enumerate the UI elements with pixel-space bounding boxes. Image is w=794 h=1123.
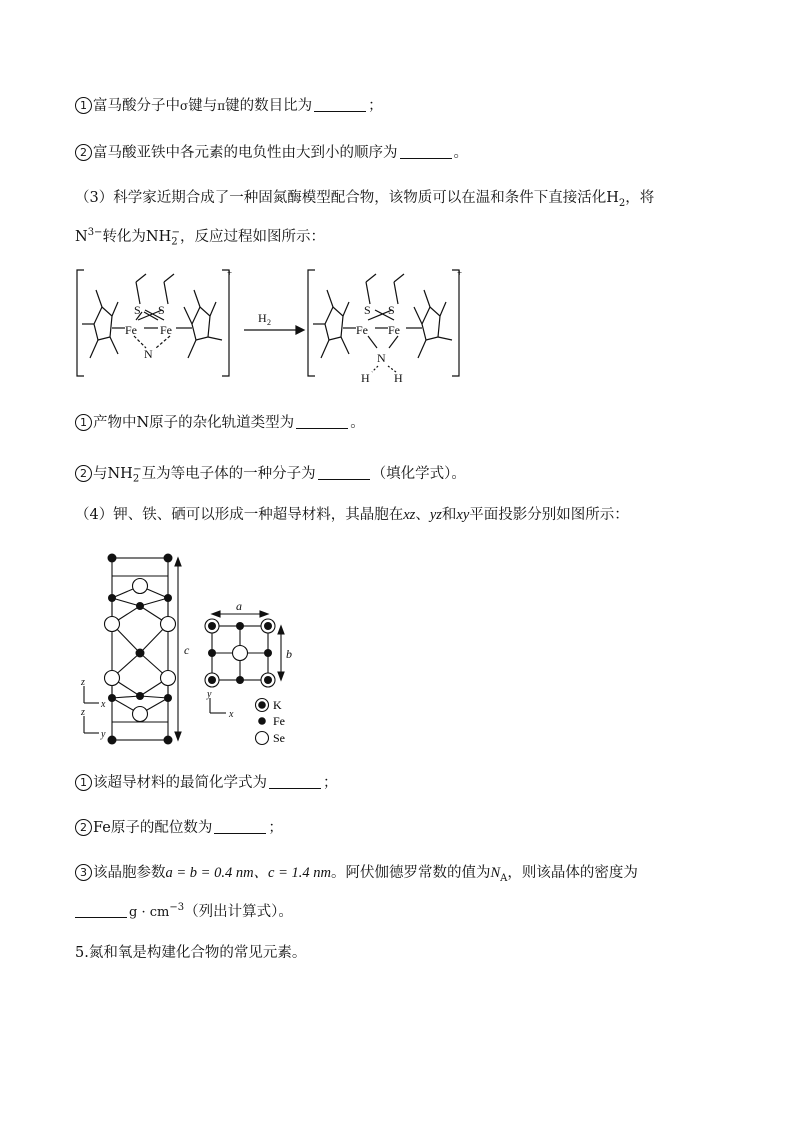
- svg-text:z: z: [81, 707, 85, 718]
- circled-number: 1: [75, 414, 92, 431]
- charge-sign: +: [457, 268, 463, 278]
- svg-text:N: N: [144, 347, 153, 361]
- svg-text:S: S: [364, 303, 371, 317]
- svg-text:Fe: Fe: [125, 323, 137, 337]
- svg-text:Fe: Fe: [160, 323, 172, 337]
- circled-number: 1: [75, 774, 92, 791]
- q5-heading: 5.氮和氧是构建化合物的常见元素。: [75, 945, 307, 961]
- svg-text:S: S: [134, 303, 141, 317]
- q4-intro: （4）钾、铁、硒可以形成一种超导材料，其晶胞在xz、yz和xy平面投影分别如图所示：: [75, 507, 629, 523]
- answer-blank[interactable]: [296, 414, 348, 429]
- svg-text:y: y: [101, 729, 106, 740]
- svg-text:S: S: [388, 303, 395, 317]
- svg-text:a: a: [236, 599, 242, 613]
- circled-number: 2: [75, 465, 92, 482]
- q4-item3: 3 该晶胞参数a = b = 0.4 nm、c = 1.4 nm。阿伏伽德罗常数的值为$N_A$，则该晶体的密度为: [75, 863, 638, 889]
- svg-text:N: N: [377, 351, 386, 365]
- svg-text:c: c: [184, 643, 190, 657]
- charge-sign: +: [227, 268, 233, 278]
- answer-blank[interactable]: [314, 97, 366, 112]
- answer-blank[interactable]: [269, 774, 321, 789]
- q2-item1: 1 富马酸分子中σ键与π键的数目比为 ；: [75, 96, 383, 116]
- q3-intro-line2: $N^{3-}$转化为$NH_2^-$，反应过程如图所示：: [75, 227, 326, 248]
- q2-item2: 2 富马酸亚铁中各元素的电负性由大到小的顺序为 。: [75, 143, 468, 163]
- svg-text:Fe: Fe: [356, 323, 368, 337]
- q3-item2: 2 与$NH_2^-$互为等电子体的一种分子为 （填化学式）。: [75, 460, 466, 490]
- answer-blank[interactable]: [400, 144, 452, 159]
- answer-blank[interactable]: [75, 903, 127, 918]
- q4-item3-cont: $g \cdot cm^{-3}$（列出计算式）。: [75, 898, 293, 923]
- circled-number: 2: [75, 819, 92, 836]
- answer-blank[interactable]: [318, 465, 370, 480]
- crystal-projection-figure: [74, 548, 304, 748]
- circled-number: 2: [75, 144, 92, 161]
- q4-item2: 2 Fe原子的配位数为 ；: [75, 818, 283, 838]
- answer-blank[interactable]: [214, 819, 266, 834]
- svg-text:x: x: [101, 699, 106, 710]
- legend-Fe: Fe: [273, 714, 285, 728]
- svg-text:x: x: [229, 709, 234, 720]
- svg-text:Fe: Fe: [388, 323, 400, 337]
- circled-number: 3: [75, 864, 92, 881]
- reaction-scheme: [72, 262, 472, 384]
- svg-text:H: H: [394, 371, 403, 384]
- svg-text:2: 2: [267, 318, 271, 327]
- legend-Se: Se: [273, 731, 285, 745]
- circled-number: 1: [75, 97, 92, 114]
- svg-text:y: y: [207, 689, 212, 700]
- svg-text:z: z: [81, 677, 85, 688]
- svg-text:S: S: [158, 303, 165, 317]
- legend: [256, 698, 286, 745]
- q3-intro-line1: （3）科学家近期合成了一种固氮酶模型配合物，该物质可以在温和条件下直接活化$H_2$，将: [75, 190, 655, 209]
- reagent-label: H: [258, 311, 267, 325]
- legend-K: K: [273, 698, 282, 712]
- svg-text:H: H: [361, 371, 370, 384]
- svg-text:b: b: [286, 647, 292, 661]
- q4-item1: 1 该超导材料的最简化学式为 ；: [75, 773, 338, 793]
- q3-item1: 1 产物中N原子的杂化轨道类型为 。: [75, 413, 365, 433]
